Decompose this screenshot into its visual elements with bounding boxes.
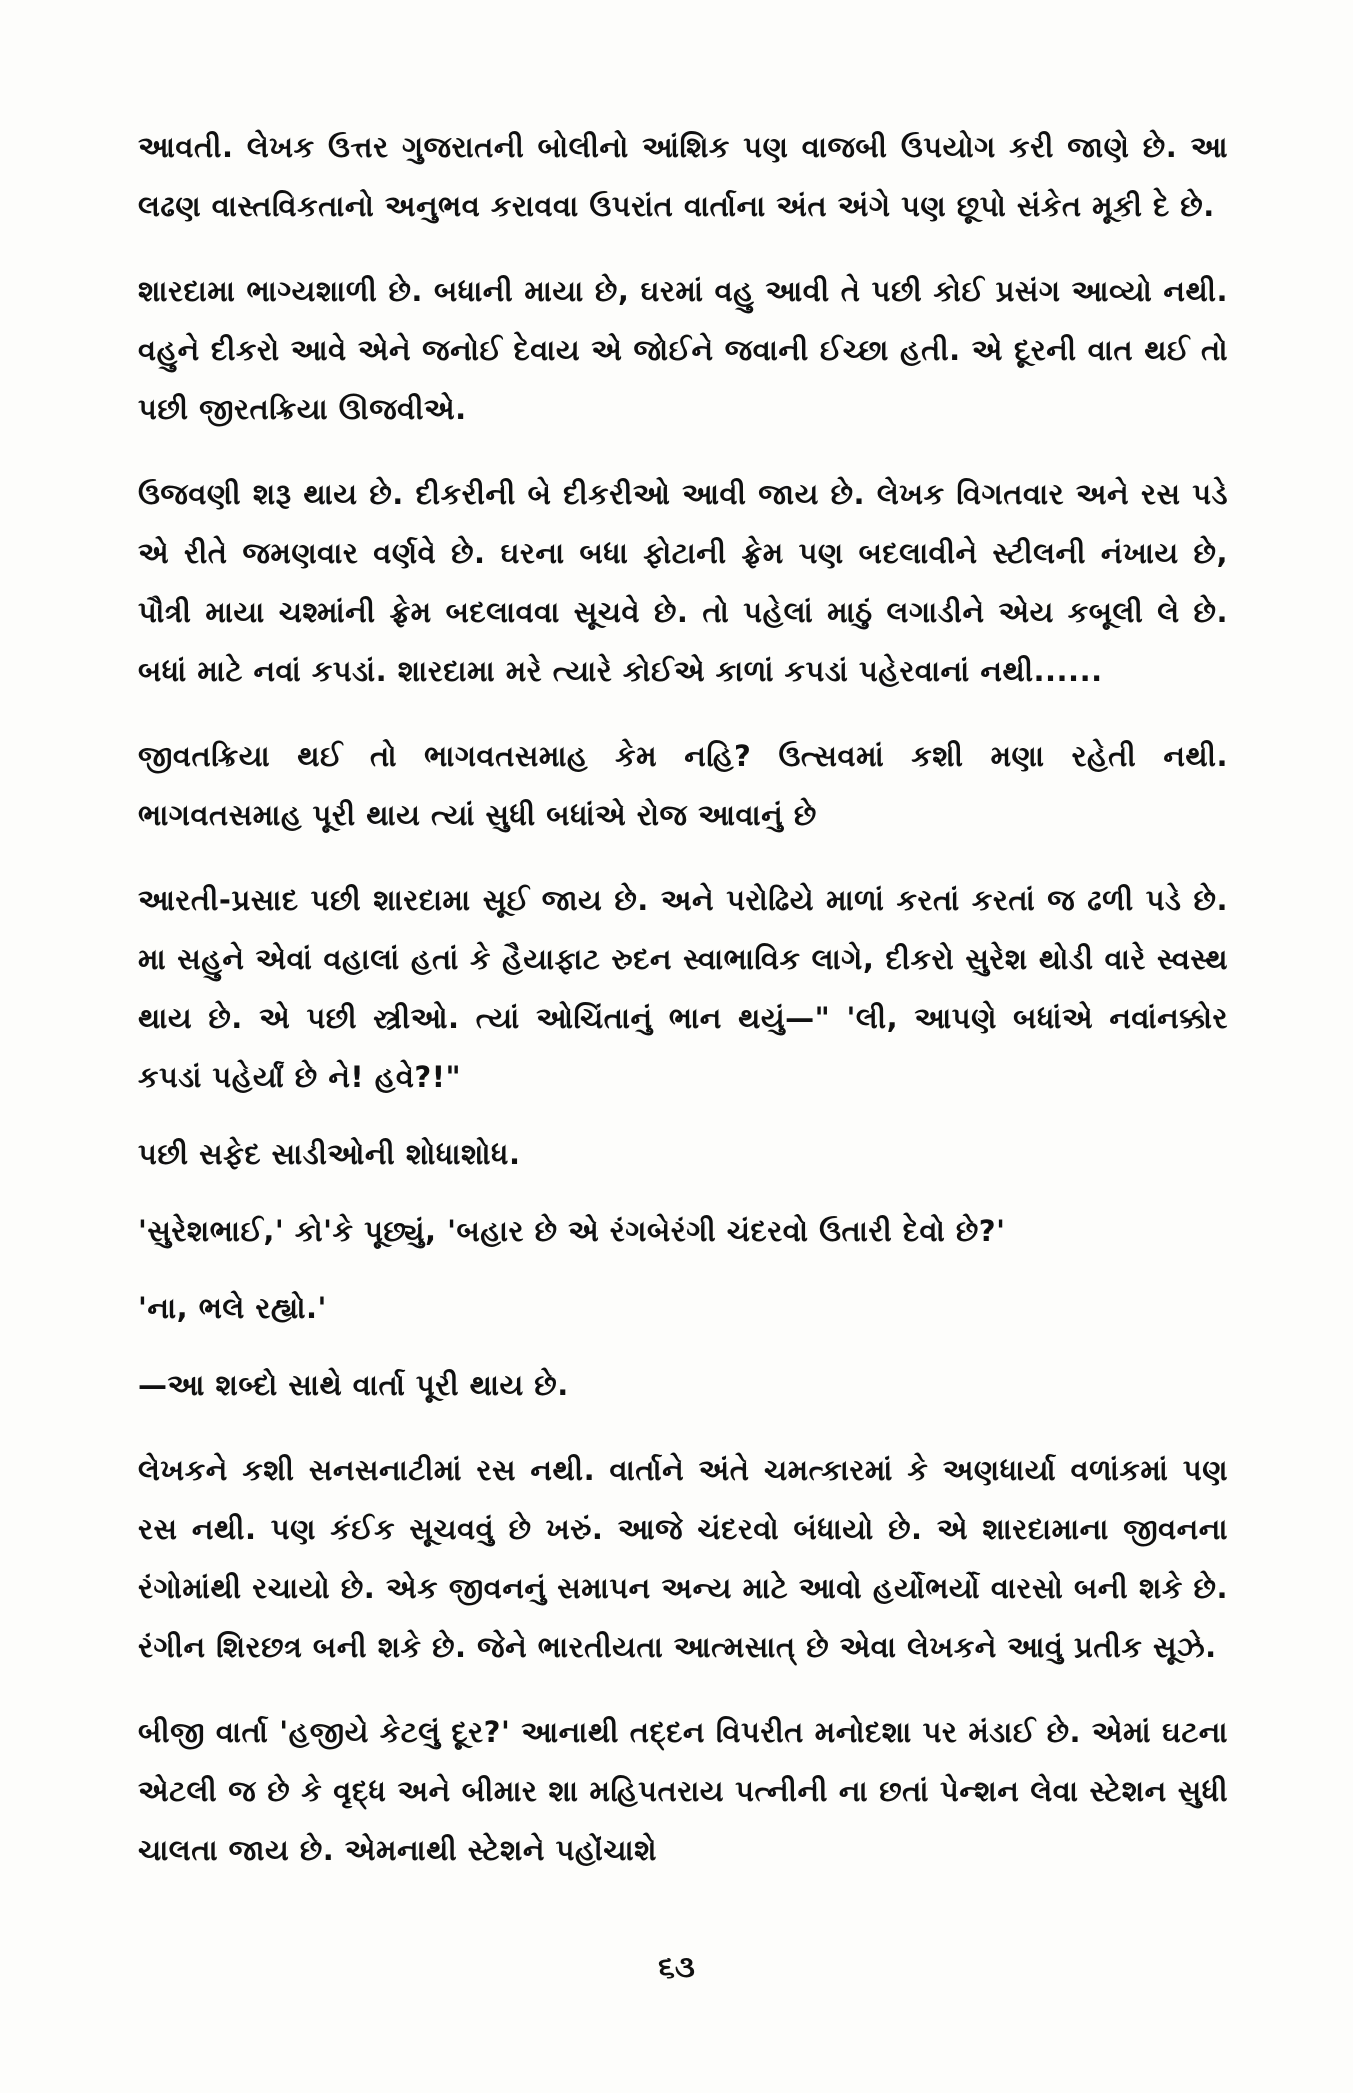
body-text — [138, 118, 1228, 1906]
page-number: ૬૩ — [658, 1950, 695, 1985]
paragraph-5: આરતી-પ્રસાદ પછી શારદામા સૂઈ જાય છે. અને પરોઢિયે માળાં કરતાં કરતાં જ ઢળી પડે છે. મા સહુને એવાં વહાલાં હતાં કે હૈયાફાટ રુદન સ્વાભાવિક લાગે, દીકરો સુરેશ થોડી વારે સ્વસ્થ થાય છે. એ પછી સ્ત્રીઓ. ત્યાં ઓચિંતાનું ભાન થયું—" 'લી, આપણે બધાંએ નવાંનક્કોર કપડાં પહેર્યાં છે ને! હવે?!" — [138, 883, 1228, 1094]
short-line-3: 'ના, ભલે રહ્યો.' — [138, 1291, 327, 1325]
paragraph-4: જીવતક્રિયા થઈ તો ભાગવતસમાહ કેમ નહિ? ઉત્સવમાં કશી મણા રહેતી નથી. ભાગવતસમાહ પૂરી થાય ત્યાં સુધી બધાંએ રોજ આવાનું છે — [138, 739, 1228, 832]
paragraph-2: શારદામા ભાગ્યશાળી છે. બધાની માયા છે, ઘરમાં વહુ આવી તે પછી કોઈ પ્રસંગ આવ્યો નથી. વહુને દીકરો આવે એને જનોઈ દેવાય એ જોઈને જવાની ઈચ્છા હતી. એ દૂરની વાત થઈ તો પછી જીરતક્રિયા ઊજવીએ. — [138, 274, 1228, 426]
paragraph-3: ઉજવણી શરૂ થાય છે. દીકરીની બે દીકરીઓ આવી જાય છે. લેખક વિગતવાર અને રસ પડે એ રીતે જમણવાર વર્ણવે છે. ઘરના બધા ફોટાની ફ્રેમ પણ બદલાવીને સ્ટીલની નંખાય છે, પૌત્રી માયા ચશ્માંની ફ્રેમ બદલાવવા સૂચવે છે. તો પહેલાં માઠું લગાડીને એય કબૂલી લે છે. બધાં માટે નવાં કપડાં. શારદામા મરે ત્યારે કોઈએ કાળાં કપડાં પહેરવાનાં નથી...... — [138, 477, 1228, 688]
paragraph-1: આવતી. લેખક ઉત્તર ગુજરાતની બોલીનો આંશિક પણ વાજબી ઉપયોગ કરી જાણે છે. આ લઢણ વાસ્તવિકતાનો અનુભવ કરાવવા ઉપરાંત વાર્તાના અંત અંગે પણ છૂપો સંકેત મૂકી દે છે. — [138, 130, 1228, 223]
paragraph-6: લેખકને કશી સનસનાટીમાં રસ નથી. વાર્તાને અંતે ચમત્કારમાં કે અણધાર્યા વળાંકમાં પણ રસ નથી. પણ કંઈક સૂચવવું છે ખરું. આજે ચંદરવો બંધાયો છે. એ શારદામાના જીવનના રંગોમાંથી રચાયો છે. એક જીવનનું સમાપન અન્ય માટે આવો હર્યોભર્યો વારસો બની શકે છે. રંગીન શિરછત્ર બની શકે છે. જેને ભારતીયતા આત્મસાત્ છે એવા લેખકને આવું પ્રતીક સૂઝે. — [138, 1453, 1228, 1664]
short-line-1: પછી સફેદ સાડીઓની શોધાશોધ. — [138, 1137, 521, 1171]
paragraph-7: બીજી વાર્તા 'હજીયે કેટલું દૂર?' આનાથી તદ્દન વિપરીત મનોદશા પર મંડાઈ છે. એમાં ઘટના એટલી જ છે કે વૃદ્ધ અને બીમાર શા મહિપતરાય પત્નીની ના છતાં પેન્શન લેવા સ્ટેશન સુધી ચાલતા જાય છે. એમનાથી સ્ટેશને પહોંચાશે — [138, 1715, 1228, 1867]
short-line-2: 'સુરેશભાઈ,' કો'કે પૂછ્યું, 'બહાર છે એ રંગબેરંગી ચંદરવો ઉતારી દેવો છે?' — [138, 1214, 1006, 1248]
short-line-4: —આ શબ્દો સાથે વાર્તા પૂરી થાય છે. — [138, 1368, 569, 1402]
